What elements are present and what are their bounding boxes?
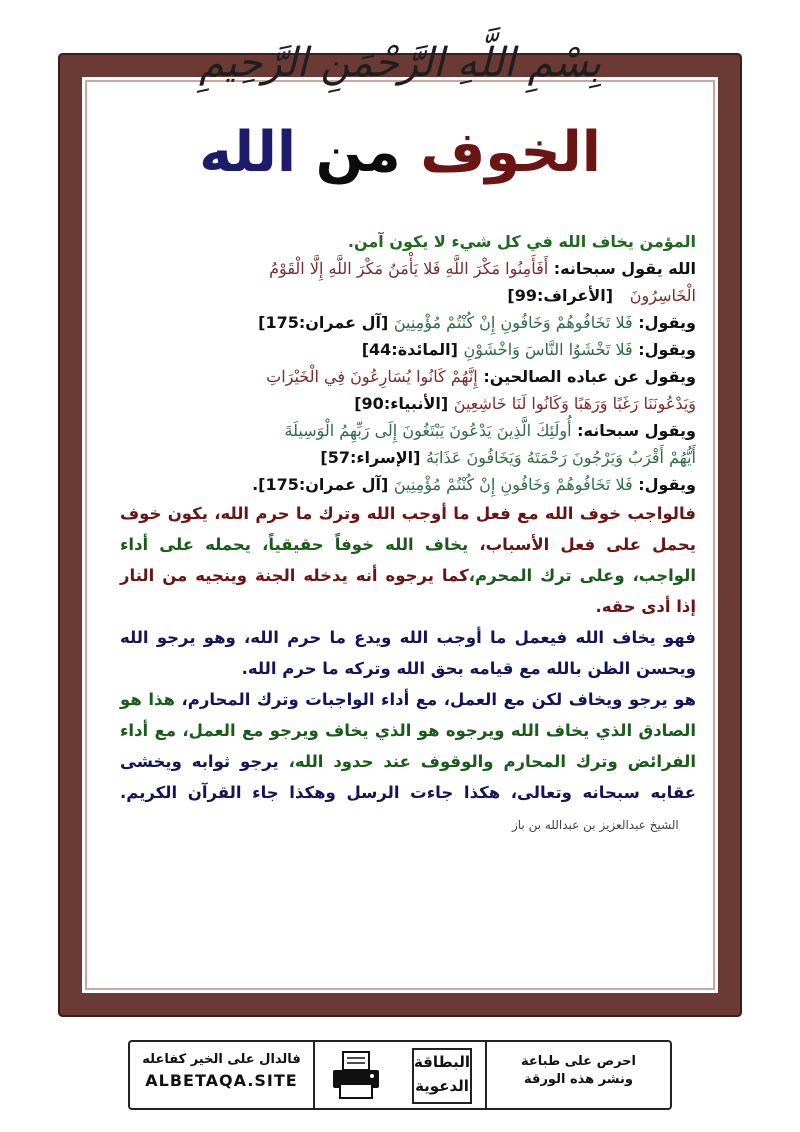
footer-slogan: فالدال على الخير كفاعله — [142, 1052, 301, 1067]
verse-reference: [الأعراف:99] — [507, 286, 614, 305]
title-word-from: من — [315, 120, 401, 185]
verse-reference: [الأنبياء:90] — [354, 394, 449, 413]
paragraph-2: فهو يخاف الله فيعمل ما أوجب الله ويدع ما حرم الله، وهو يرجو الله ويحسن الظن بالله مع قيامه بحق الله وتركه ما حرم الله. — [120, 628, 696, 678]
verse-reference: [المائدة:44] — [361, 340, 458, 359]
verse-reference: [آل عمران:175] — [258, 313, 389, 332]
verse-line-3: ويقول: فَلا تَخَافُوهُمْ وَخَافُونِ إِنْ كُنْتُمْ مُؤْمِنِينَ [آل عمران:175] — [258, 313, 696, 332]
verse-line-1: الله يقول سبحانه: أَفَأَمِنُوا مَكْرَ اللَّهِ فَلا يَأْمَنُ مَكْرَ اللَّهِ إِلَّا الْقَوْمُ — [269, 259, 696, 278]
verse-line-6: وَيَدْعُونَنَا رَغَبًا وَرَهَبًا وَكَانُوا لَنَا خَاشِعِينَ [الأنبياء:90] — [354, 394, 696, 413]
footer-print-box — [485, 1042, 670, 1108]
paragraph-3: هو يرجو ويخاف لكن مع العمل، مع أداء الواجبات وترك المحارم، هذا هو الصادق الذي يخاف الله ويرجوه هو الذي يخاف ويرجو مع العمل، مع أداء الفرائض وترك المحارم والوقوف عند حدود الله، يرجو ثوابه ويخشى عقابه سبحانه وتعالى، هكذا جاءت الرسل وهكذا جاء القرآن الكريم. الشيخ عبدالعزيز بن عبدالله بن باز — [120, 690, 696, 832]
footer-site-link[interactable]: ALBETAQA.SITE — [145, 1071, 298, 1090]
footer-print-line-2: ونشر هذه الورقة — [524, 1072, 633, 1087]
dawah-card-logo: البطاقة الدعوية — [412, 1048, 472, 1104]
footer-print-line-1: احرص على طباعة — [521, 1054, 636, 1069]
title-word-allah: الله — [199, 120, 297, 185]
verse-line-2: الْخَاسِرُونَ [الأعراف:99] — [507, 286, 696, 305]
paragraph-1: فالواجب خوف الله مع فعل ما أوجب الله وترك ما حرم الله، يكون خوف يحمل على فعل الأسباب، يخاف الله خوفاً حقيقياً، يحمله على أداء الواجب، وعلى ترك المحرم،كما يرجوه أنه يدخله الجنة وينجيه من النار إذا أدى حقه. — [120, 504, 696, 616]
verse-line-7: ويقول سبحانه: أُولَئِكَ الَّذِينَ يَدْعُونَ يَبْتَغُونَ إِلَى رَبِّهِمُ الْوَسِيلَةَ — [284, 421, 696, 440]
intro-line: المؤمن يخاف الله في كل شيء لا يكون آمن. — [347, 232, 696, 251]
verse-reference: [الإسراء:57] — [320, 448, 421, 467]
printer-icon — [330, 1050, 382, 1100]
article-body — [120, 228, 696, 841]
page-title — [0, 120, 800, 185]
verse-line-8: أَيُّهُمْ أَقْرَبُ وَيَرْجُونَ رَحْمَتَهُ وَيَخَافُونَ عَذَابَهُ [الإسراء:57] — [320, 448, 696, 467]
verse-line-5: ويقول عن عباده الصالحين: إِنَّهُمْ كَانُوا يُسَارِعُونَ فِي الْخَيْرَاتِ — [266, 367, 696, 386]
verse-reference: [آل عمران:175]. — [252, 475, 389, 494]
footer-site-box — [130, 1042, 315, 1108]
verse-line-4: ويقول: فَلا تَخْشَوُا النَّاسَ وَاخْشَوْنِ [المائدة:44] — [361, 340, 696, 359]
basmala-calligraphy: بِسْمِ اللَّهِ الرَّحْمَنِ الرَّحِيمِ — [198, 40, 602, 86]
title-word-fear: الخوف — [420, 120, 601, 185]
sheikh-attribution: الشيخ عبدالعزيز بن عبدالله بن باز — [511, 818, 679, 832]
footer-bar — [128, 1040, 672, 1110]
verse-line-9: ويقول: فَلا تَخَافُوهُمْ وَخَافُونِ إِنْ كُنْتُمْ مُؤْمِنِينَ [آل عمران:175]. — [252, 475, 696, 494]
